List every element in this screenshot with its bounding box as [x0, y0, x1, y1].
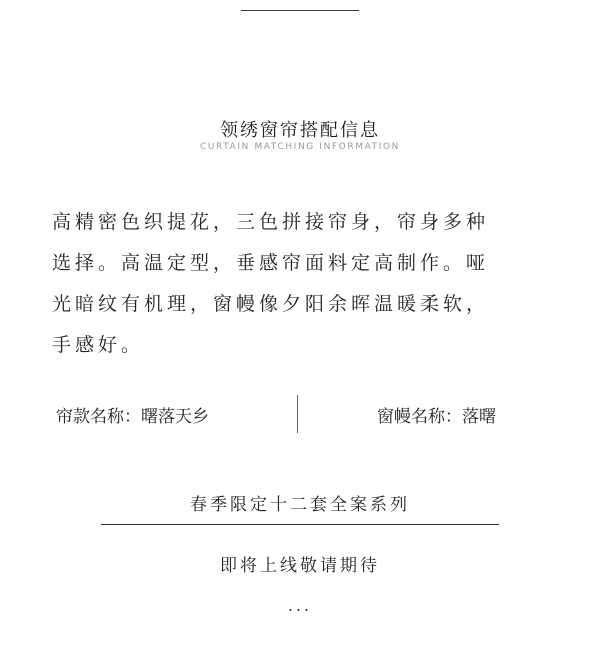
curtain-name-label: 帘款名称：曙落天乡 [56, 407, 209, 427]
top-divider [241, 10, 359, 11]
description-line: 选择。高温定型，垂感帘面料定高制作。哑 [52, 252, 490, 274]
valance-name-label: 窗幔名称：落曙 [377, 407, 496, 427]
description-paragraph [52, 202, 552, 366]
coming-soon-text: 即将上线敬请期待 [220, 556, 380, 576]
description-line: 高精密色织提花，三色拼接帘身，帘身多种 [52, 211, 490, 233]
section-title: 领绣窗帘搭配信息 [220, 120, 380, 141]
description-line: 光暗纹有机理，窗幔像夕阳余晖温暖柔软， [52, 293, 490, 315]
section-subtitle: CURTAIN MATCHING INFORMATION [199, 142, 401, 152]
description-line: 手感好。 [52, 334, 145, 356]
series-title: 春季限定十二套全案系列 [190, 495, 410, 515]
ellipsis-text: ... [287, 596, 313, 615]
info-vertical-divider [297, 395, 298, 433]
series-underline [101, 524, 499, 525]
